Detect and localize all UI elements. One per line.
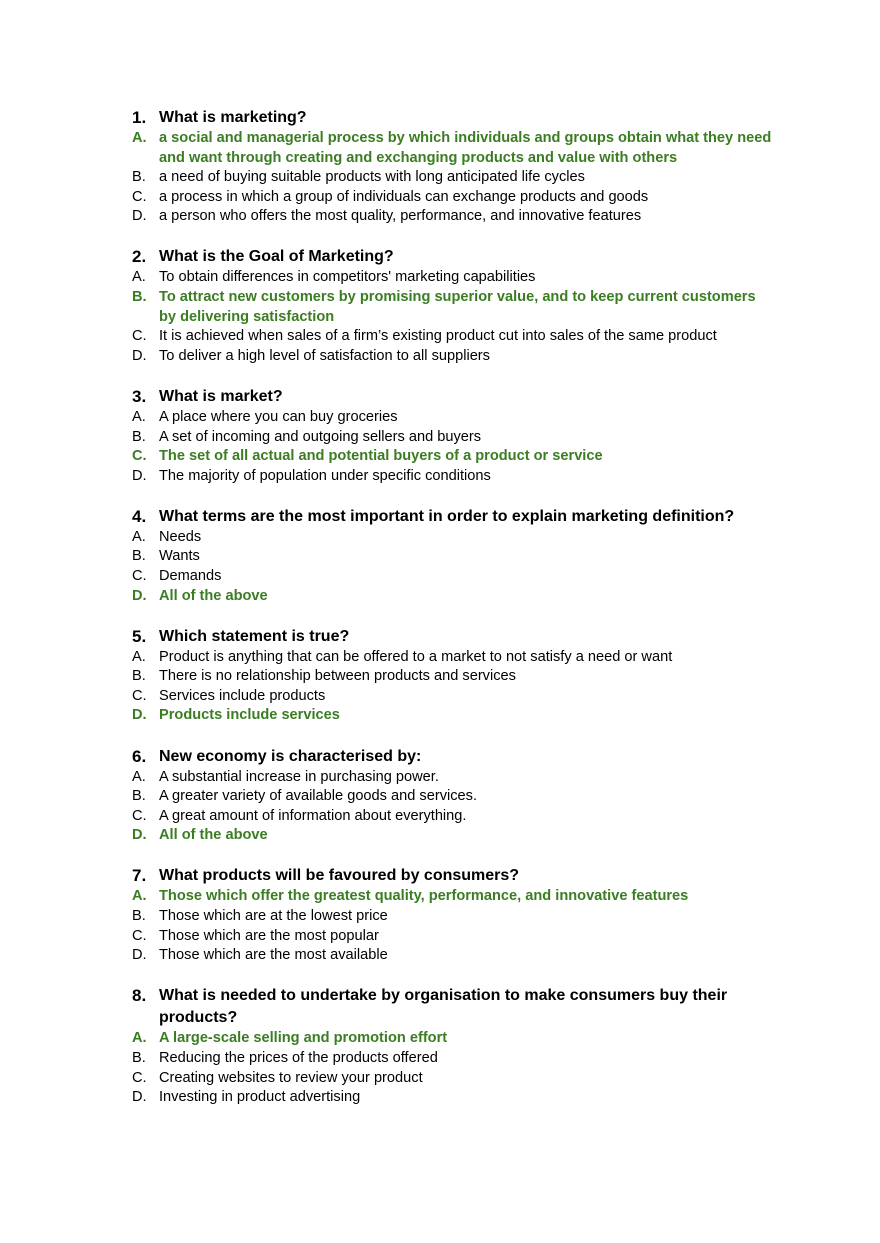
- answer-option-correct: [132, 1029, 772, 1049]
- question-block: [132, 985, 772, 1107]
- option-text: Reducing the prices of the products offered: [159, 1049, 438, 1066]
- option-text: Wants: [159, 548, 200, 565]
- question-number: 7.: [132, 866, 147, 886]
- question-heading: [132, 626, 772, 648]
- option-text: Creating websites to review your product: [159, 1069, 423, 1086]
- option-letter: C.: [132, 448, 147, 465]
- option-text: A large-scale selling and promotion effort: [159, 1030, 448, 1047]
- question-heading: [132, 107, 772, 129]
- option-text: It is achieved when sales of a firm’s existing product cut into sales of the same product: [159, 328, 717, 345]
- answer-option: [132, 207, 772, 227]
- option-letter: C.: [132, 687, 147, 704]
- question-heading: [132, 386, 772, 408]
- option-text: The majority of population under specific conditions: [159, 467, 491, 484]
- option-letter: B.: [132, 908, 146, 925]
- question-heading: [132, 746, 772, 768]
- option-text: Investing in product advertising: [159, 1089, 361, 1106]
- answer-option: [132, 648, 772, 668]
- answer-option: [132, 667, 772, 687]
- option-letter: D.: [132, 947, 147, 964]
- option-letter: D.: [132, 707, 147, 724]
- answer-option: [132, 787, 772, 807]
- option-text: A set of incoming and outgoing sellers and buyers: [159, 428, 482, 445]
- option-text: A place where you can buy groceries: [159, 408, 398, 425]
- answer-option: [132, 408, 772, 428]
- question-heading: [132, 246, 772, 268]
- question-block: [132, 746, 772, 846]
- option-text: a process in which a group of individuals can exchange products and goods: [159, 188, 649, 205]
- option-letter: A.: [132, 888, 147, 905]
- answer-option: [132, 467, 772, 487]
- option-letter: B.: [132, 289, 147, 306]
- option-text: Those which offer the greatest quality, performance, and innovative features: [159, 888, 689, 905]
- question-number: 2.: [132, 247, 147, 267]
- option-text: There is no relationship between products and services: [159, 668, 516, 685]
- answer-option: [132, 687, 772, 707]
- option-letter: D.: [132, 1089, 147, 1106]
- question-heading: [132, 865, 772, 887]
- option-text: Products include services: [159, 707, 340, 724]
- question-number: 8.: [132, 986, 147, 1006]
- option-letter: D.: [132, 587, 147, 604]
- answer-option-correct: [132, 447, 772, 467]
- question-block: [132, 107, 772, 227]
- question-text: New economy is characterised by:: [159, 747, 422, 765]
- option-letter: B.: [132, 788, 146, 805]
- answer-option: [132, 1049, 772, 1069]
- option-letter: A.: [132, 648, 146, 665]
- answer-option-correct: [132, 706, 772, 726]
- answer-option: [132, 327, 772, 347]
- answer-option-correct: [132, 129, 772, 168]
- answer-option: [132, 768, 772, 788]
- option-letter: A.: [132, 768, 146, 785]
- question-number: 4.: [132, 506, 147, 526]
- option-text: To deliver a high level of satisfaction to all suppliers: [159, 347, 490, 364]
- answer-option-correct: [132, 887, 772, 907]
- option-letter: D.: [132, 827, 147, 844]
- option-text: A substantial increase in purchasing power.: [159, 768, 439, 785]
- option-text: The set of all actual and potential buyers of a product or service: [159, 448, 603, 465]
- answer-option-correct: [132, 288, 772, 327]
- answer-option: [132, 428, 772, 448]
- option-letter: D.: [132, 467, 147, 484]
- option-text: Those which are the most available: [159, 947, 388, 964]
- option-text: Those which are the most popular: [159, 927, 379, 944]
- answer-option: [132, 347, 772, 367]
- option-text: A greater variety of available goods and services.: [159, 788, 477, 805]
- question-text: What products will be favoured by consumers?: [159, 867, 520, 885]
- option-letter: B.: [132, 1049, 146, 1066]
- option-text: To attract new customers by promising superior value, and to keep current customers by delivering satisfaction: [159, 289, 756, 325]
- option-letter: A.: [132, 408, 146, 425]
- answer-option: [132, 268, 772, 288]
- answer-option: [132, 927, 772, 947]
- answer-option: [132, 567, 772, 587]
- option-text: Services include products: [159, 687, 326, 704]
- option-text: A great amount of information about everything.: [159, 807, 467, 824]
- answer-option: [132, 1069, 772, 1089]
- question-number: 5.: [132, 626, 147, 646]
- question-number: 1.: [132, 108, 147, 127]
- option-letter: C.: [132, 1069, 147, 1086]
- answer-option-correct: [132, 826, 772, 846]
- option-letter: B.: [132, 169, 146, 186]
- question-number: 6.: [132, 746, 147, 766]
- option-text: a person who offers the most quality, performance, and innovative features: [159, 208, 642, 225]
- answer-option: [132, 807, 772, 827]
- option-text: Demands: [159, 568, 222, 584]
- option-letter: A.: [132, 1030, 147, 1047]
- option-text: All of the above: [159, 587, 268, 604]
- option-text: All of the above: [159, 827, 268, 844]
- option-letter: C.: [132, 328, 147, 345]
- question-text: What is market?: [159, 387, 283, 405]
- question-block: [132, 246, 772, 366]
- option-text: Product is anything that can be offered to a market to not satisfy a need or want: [159, 648, 673, 665]
- answer-option-correct: [132, 587, 772, 607]
- answer-option: [132, 1088, 772, 1108]
- option-letter: B.: [132, 548, 146, 565]
- question-text: What is the Goal of Marketing?: [159, 248, 394, 266]
- question-heading: [132, 506, 772, 528]
- option-letter: A.: [132, 269, 146, 286]
- option-letter: C.: [132, 807, 147, 824]
- answer-option: [132, 907, 772, 927]
- answer-option: [132, 168, 772, 188]
- option-letter: A.: [132, 130, 147, 146]
- option-text: a social and managerial process by which individuals and groups obtain what they need and want through creating and exchanging products and value with others: [159, 130, 772, 166]
- question-block: [132, 626, 772, 726]
- option-text: Those which are at the lowest price: [159, 908, 388, 925]
- option-letter: C.: [132, 927, 147, 944]
- answer-option: [132, 547, 772, 567]
- option-letter: C.: [132, 188, 147, 205]
- option-letter: D.: [132, 347, 147, 364]
- answer-option: [132, 188, 772, 208]
- option-letter: C.: [132, 568, 147, 584]
- question-text: What is marketing?: [159, 109, 307, 126]
- question-number: 3.: [132, 386, 147, 406]
- question-block: [132, 506, 772, 606]
- option-text: Needs: [159, 528, 202, 545]
- question-text: What terms are the most important in order to explain marketing definition?: [159, 507, 735, 525]
- quiz-question-list: [132, 107, 772, 1127]
- answer-option: [132, 946, 772, 966]
- option-letter: D.: [132, 208, 147, 225]
- option-text: To obtain differences in competitors' marketing capabilities: [159, 269, 536, 286]
- answer-option: [132, 528, 772, 548]
- question-heading: [132, 985, 772, 1029]
- option-letter: A.: [132, 528, 146, 545]
- question-text: What is needed to undertake by organisation to make consumers buy their products?: [159, 987, 728, 1027]
- question-block: [132, 386, 772, 486]
- option-text: a need of buying suitable products with long anticipated life cycles: [159, 169, 585, 186]
- option-letter: B.: [132, 428, 146, 445]
- option-letter: B.: [132, 668, 146, 685]
- question-text: Which statement is true?: [159, 627, 350, 645]
- question-block: [132, 865, 772, 965]
